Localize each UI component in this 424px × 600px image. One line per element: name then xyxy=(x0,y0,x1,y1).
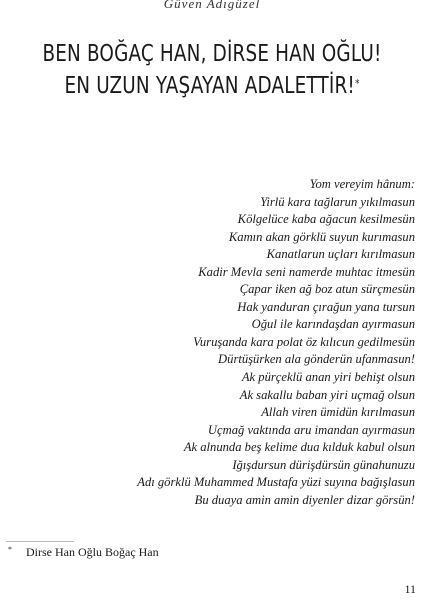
poem xyxy=(55,176,415,509)
chapter-title-line-2 xyxy=(42,70,381,102)
poem-line: Iğışdursun dürişdürsün günahunuzu xyxy=(232,457,415,472)
footnote xyxy=(8,545,159,560)
chapter-title xyxy=(42,38,381,102)
poem-line: Çapar iken ağ boz atun sürçmesün xyxy=(239,282,415,297)
poem-line: Ak pürçeklü anan yiri behişt olsun xyxy=(241,370,415,385)
poem-line: Hak yanduran çırağun yana tursun xyxy=(237,299,415,314)
poem-line: Bu duaya amin amin diyenler dizar görsün! xyxy=(194,492,415,507)
poem-line: Yom vereyim hânum: xyxy=(309,177,415,191)
poem-line: Dürtüşürken ala gönderün ufanmasun! xyxy=(218,352,415,367)
poem-line: Kölgelüce kaba ağacun kesilmesün xyxy=(237,212,415,227)
poem-line: Ak alnunda beş kelime dua kılduk kabul olsun xyxy=(183,440,415,455)
chapter-title-line-1: BEN BOĞAÇ HAN, DİRSE HAN OĞLU! xyxy=(42,41,382,67)
poem-line: Allah viren ümidün kırılmasun xyxy=(261,405,415,420)
poem-line: Kadir Mevla seni namerde muhtac itmesün xyxy=(198,264,415,279)
running-header-author: Güven Adıgüzel xyxy=(163,0,261,11)
footnote-text: Dirse Han Oğlu Boğaç Han xyxy=(26,545,159,559)
poem-line: Oğul ile karındaşdan ayırmasun xyxy=(251,317,415,332)
footnote-divider xyxy=(6,541,74,542)
poem-line: Uçmağ vaktında aru imandan ayırmasun xyxy=(207,422,415,437)
poem-line: Vuruşanda kara polat öz kılıcun gedilmesün xyxy=(193,334,415,349)
poem-line: Ak sakallu baban yiri uçmağ olsun xyxy=(239,387,415,402)
page-number: 11 xyxy=(404,582,416,596)
poem-line: Kanatlarun uçları kırılmasun xyxy=(266,247,415,262)
poem-line: Adı görklü Muhammed Mustafa yüzi suyına bağışlasun xyxy=(137,475,415,490)
footnote-marker: * xyxy=(8,545,12,554)
poem-line: Yirlü kara tağlarun yıkılmasun xyxy=(260,194,415,209)
poem-line: Kamın akan görklü suyun kurımasun xyxy=(228,229,415,244)
footnote-reference: * xyxy=(354,77,360,90)
chapter-title-line-2-text: EN UZUN YAŞAYAN ADALETTİR! xyxy=(64,73,355,99)
